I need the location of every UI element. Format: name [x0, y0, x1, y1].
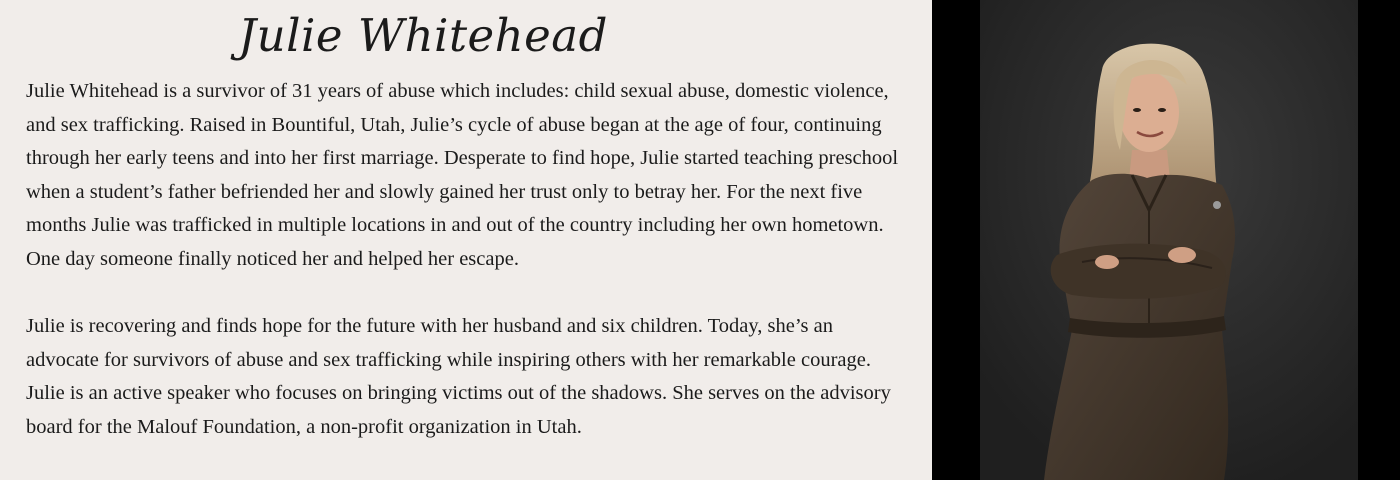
portrait-illustration: [932, 0, 1400, 480]
bio-paragraph-1: Julie Whitehead is a survivor of 31 years of abuse which includes: child sexual abuse, domestic violence, and sex trafficking. Raised in Bountiful, Utah, Julie’s cycle of abuse began at the age of four, continuing through her early teens and into her first marriage. Desperate to find hope, Julie started teaching preschool when a student’s father befriended her and slowly gained her trust only to betray her. For the next five months Julie was trafficked in multiple locations in and out of the country including her own hometown. One day someone finally noticed her and helped her escape.: [26, 80, 899, 270]
profile-name: Julie Whitehead: [238, 9, 608, 62]
bio-text: [26, 75, 910, 445]
crossed-arms: [1051, 244, 1226, 299]
portrait-photo: [932, 0, 1400, 480]
bio-paragraph-2: Julie is recovering and finds hope for the future with her husband and six children. Today, she’s an advocate for survivors of abuse and sex trafficking while inspiring others with her remarkable courage. Julie is an active speaker who focuses on bringing victims out of the shadows. She serves on the advisory board for the Malouf Foundation, a non-profit organization in Utah.: [26, 315, 891, 438]
